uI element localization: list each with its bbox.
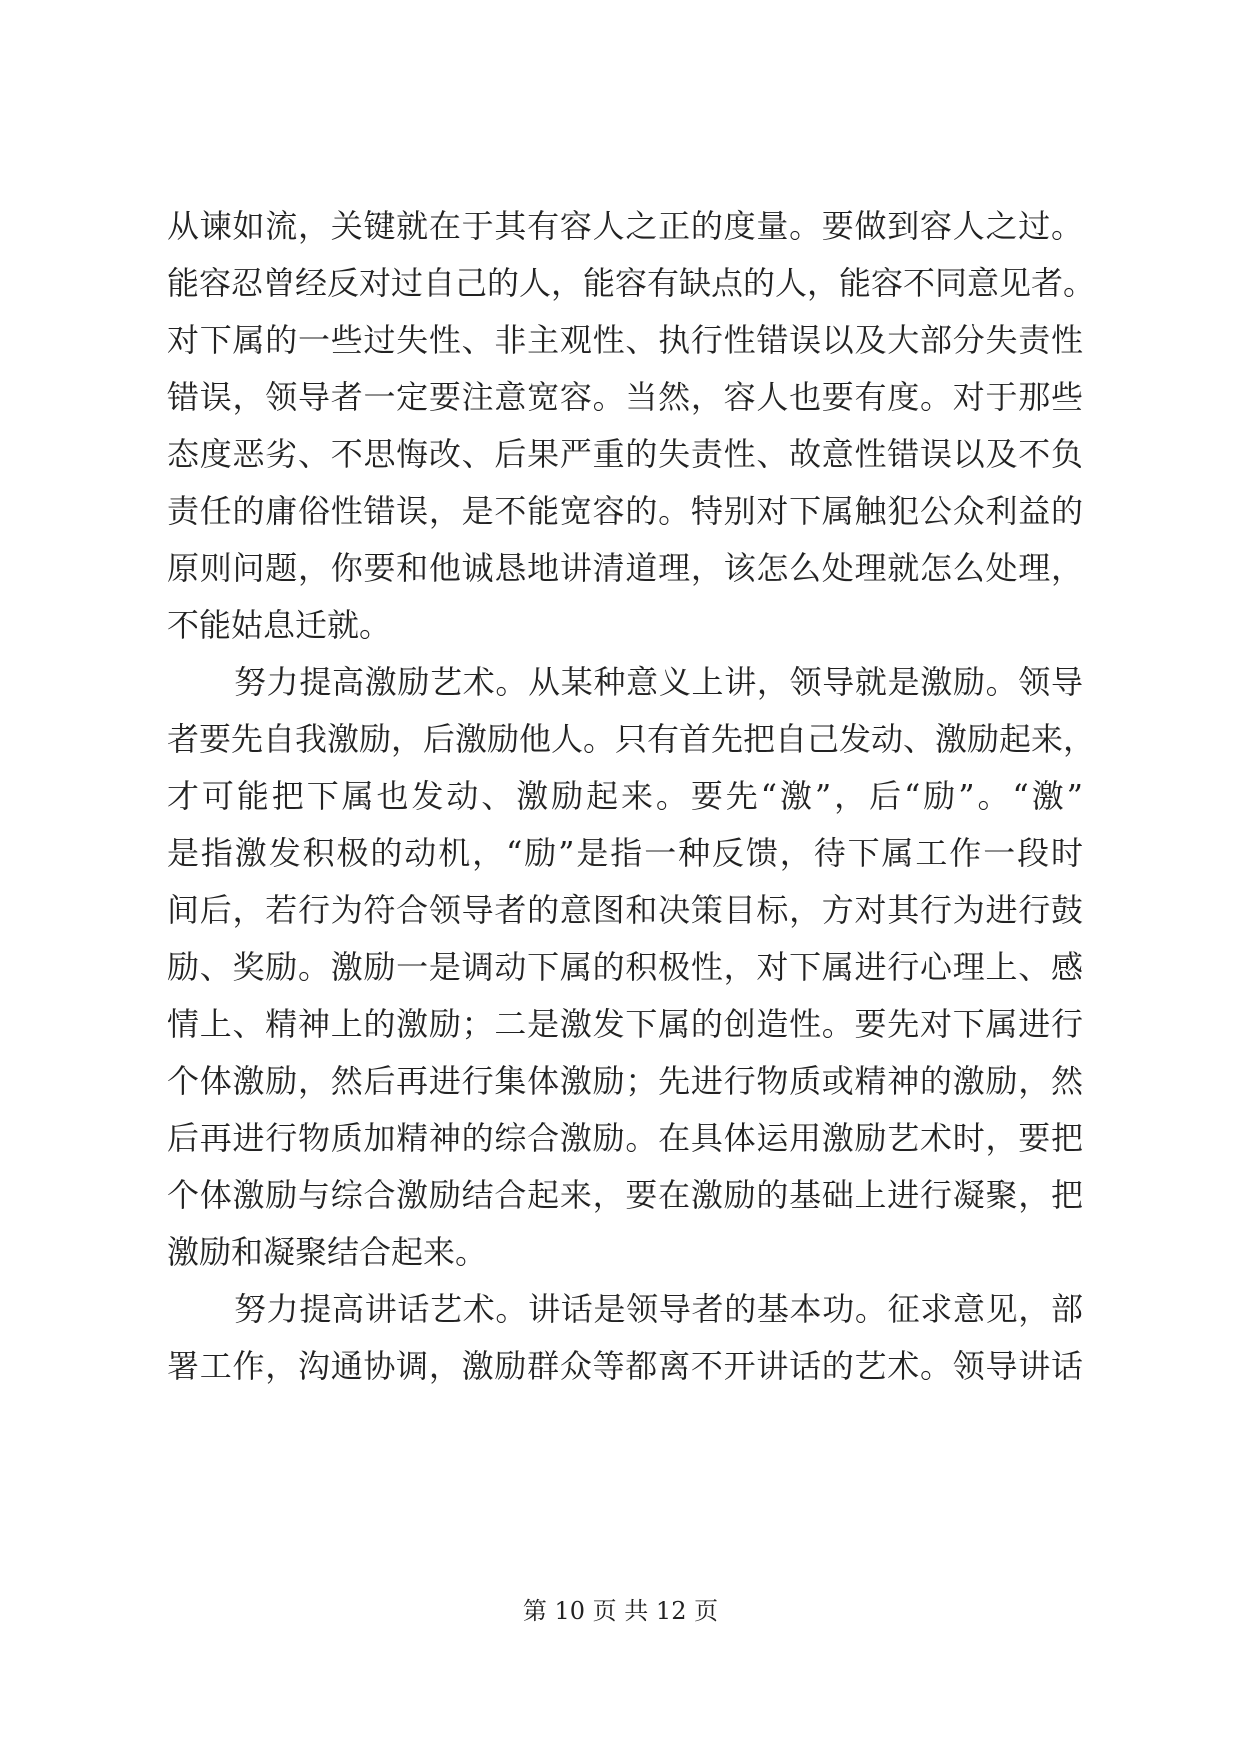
text-line: 努力提高讲话艺术。讲话是领导者的基本功。征求意见，部 <box>234 1290 1083 1328</box>
text-line: 激励和凝聚结合起来。 <box>167 1233 488 1271</box>
text-line: 个体激励，然后再进行集体激励；先进行物质或精神的激励，然 <box>167 1062 1083 1100</box>
paragraph <box>167 654 1096 1281</box>
text-line: 能容忍曾经反对过自己的人，能容有缺点的人，能容不同意见者。 <box>167 264 1096 302</box>
text-line: 是指激发积极的动机，“励”是指一种反馈，待下属工作一段时 <box>167 834 1083 872</box>
text-line: 个体激励与综合激励结合起来，要在激励的基础上进行凝聚，把 <box>167 1176 1083 1214</box>
text-line: 励、奖励。激励一是调动下属的积极性，对下属进行心理上、感 <box>167 948 1083 986</box>
text-line: 从谏如流，关键就在于其有容人之正的度量。要做到容人之过。 <box>167 207 1083 245</box>
paragraph <box>167 198 1096 654</box>
text-line: 后再进行物质加精神的综合激励。在具体运用激励艺术时，要把 <box>167 1119 1083 1157</box>
text-line: 态度恶劣、不思悔改、后果严重的失责性、故意性错误以及不负 <box>167 435 1083 473</box>
text-line: 努力提高激励艺术。从某种意义上讲，领导就是激励。领导 <box>234 663 1083 701</box>
text-line: 对下属的一些过失性、非主观性、执行性错误以及大部分失责性 <box>167 321 1083 359</box>
text-line: 错误，领导者一定要注意宽容。当然，容人也要有度。对于那些 <box>167 378 1083 416</box>
text-line: 间后，若行为符合领导者的意图和决策目标，方对其行为进行鼓 <box>167 891 1083 929</box>
text-line: 才可能把下属也发动、激励起来。要先“激”，后“励”。“激” <box>167 777 1083 815</box>
text-line: 原则问题，你要和他诚恳地讲清道理，该怎么处理就怎么处理， <box>167 549 1083 587</box>
text-line: 署工作，沟通协调，激励群众等都离不开讲话的艺术。领导讲话 <box>167 1347 1083 1385</box>
paragraph <box>167 1281 1083 1395</box>
page-number-footer: 第 10 页 共 12 页 <box>522 1597 719 1625</box>
text-line: 情上、精神上的激励；二是激发下属的创造性。要先对下属进行 <box>167 1005 1083 1043</box>
text-line: 不能姑息迁就。 <box>167 606 392 644</box>
text-line: 责任的庸俗性错误，是不能宽容的。特别对下属触犯公众利益的 <box>167 492 1083 530</box>
document-body <box>167 198 1096 1395</box>
text-line: 者要先自我激励，后激励他人。只有首先把自己发动、激励起来， <box>167 720 1096 758</box>
